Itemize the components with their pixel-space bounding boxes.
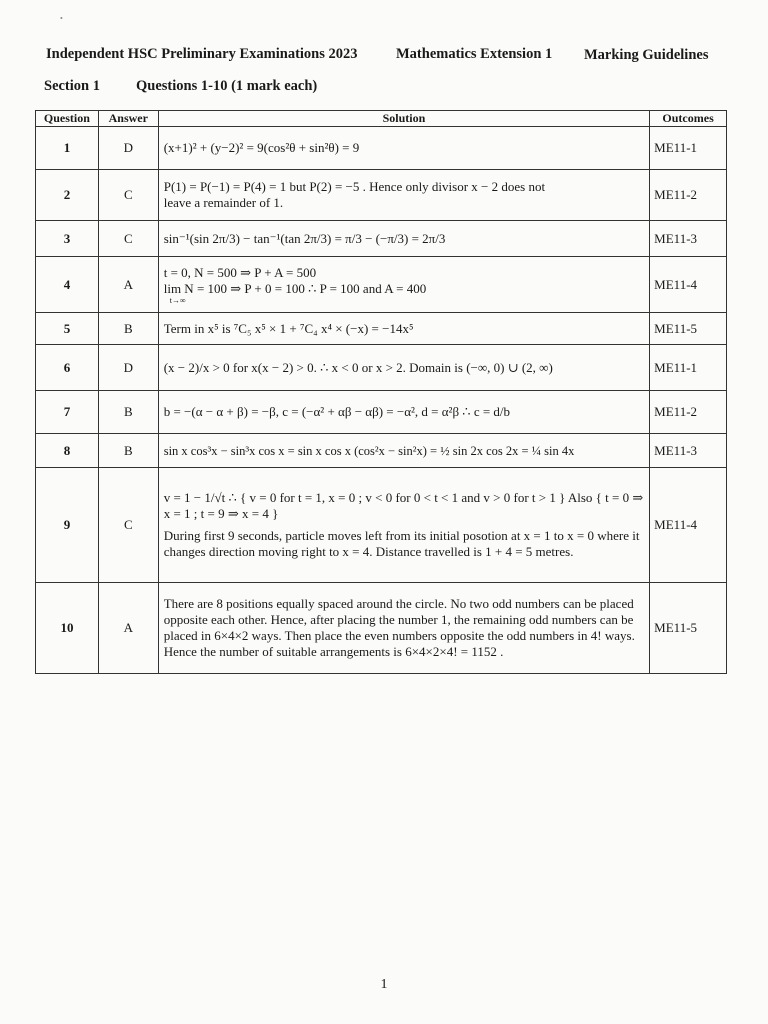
- answer-letter: D: [98, 345, 158, 391]
- answer-letter: C: [98, 221, 158, 257]
- subject-title: Mathematics Extension 1: [396, 46, 553, 62]
- solution-cell: [158, 583, 649, 674]
- outcome-code: ME11-2: [650, 391, 727, 434]
- question-number: 10: [36, 583, 99, 674]
- solution-cell: [158, 391, 649, 434]
- table-row: [36, 468, 727, 583]
- solution-cell: [158, 313, 649, 345]
- question-number: 6: [36, 345, 99, 391]
- answer-letter: D: [98, 127, 158, 170]
- answer-letter: B: [98, 434, 158, 468]
- outcome-code: ME11-4: [650, 468, 727, 583]
- solution-line: P(1) = P(−1) = P(4) = 1 but P(2) = −5 . Hence only divisor x − 2 does not: [163, 179, 546, 194]
- solution-line: (x+1)² + (y−2)² = 9(cos²θ + sin²θ) = 9: [163, 140, 360, 155]
- solution-cell: [158, 345, 649, 391]
- solution-line: v = 1 − 1/√t ∴ { v = 0 for t = 1, x = 0 ; v < 0 for 0 < t < 1 and v > 0 for t > 1 } Also { t = 0 ⇒ x = 1 ; t = 9 ⇒ x = 4 }: [163, 490, 644, 521]
- solution-line: There are 8 positions equally spaced around the circle. No two odd numbers can be placed opposite each other. Hence, after placing the number 1, the remaining odd numbers can be placed in 6×4×2 ways. Then place the even numbers opposite the odd numbers in 4! ways. Hence the number of suitable arrangements is 6×4×2×4! = 1152 .: [163, 596, 635, 659]
- outcome-code: ME11-5: [650, 583, 727, 674]
- question-number: 4: [36, 257, 99, 313]
- solution-line: b = −(α − α + β) = −β, c = (−α² + αβ − αβ) = −α², d = α²β ∴ c = d/b: [163, 404, 511, 419]
- question-number: 3: [36, 221, 99, 257]
- table-row: [36, 434, 727, 468]
- table-row: [36, 391, 727, 434]
- question-number: 5: [36, 313, 99, 345]
- exam-title: Independent HSC Preliminary Examinations 2023: [46, 46, 358, 62]
- solution-line: sin⁻¹(sin 2π/3) − tan⁻¹(tan 2π/3) = π/3 − (−π/3) = 2π/3: [163, 230, 446, 246]
- question-number: 9: [36, 468, 99, 583]
- question-number: 1: [36, 127, 99, 170]
- header-answer: Answer: [98, 111, 158, 127]
- solution-line: sin x cos³x − sin³x cos x = sin x cos x (cos²x − sin²x) = ½ sin 2x cos 2x = ¼ sin 4x: [163, 443, 575, 458]
- header-question: Question: [36, 111, 99, 127]
- outcome-code: ME11-5: [650, 313, 727, 345]
- outcome-code: ME11-4: [650, 257, 727, 313]
- outcome-code: ME11-3: [650, 434, 727, 468]
- solution-cell: [158, 221, 649, 257]
- answer-letter: C: [98, 468, 158, 583]
- solution-line: Term in x⁵ is ⁷C₅ x⁵ × 1 + ⁷C₄ x⁴ × (−x) = −14x⁵: [163, 320, 414, 336]
- outcome-code: ME11-1: [650, 127, 727, 170]
- header-solution: Solution: [158, 111, 649, 127]
- table-header-row: [36, 111, 727, 127]
- page-number: 1: [380, 977, 388, 992]
- outcome-code: ME11-2: [650, 170, 727, 221]
- table-row: [36, 170, 727, 221]
- solution-line: During first 9 seconds, particle moves left from its initial posotion at x = 1 to x = 0 where it changes direction moving right to x = 4. Distance travelled is 1 + 4 = 5 metres.: [163, 528, 640, 559]
- header-outcomes: Outcomes: [650, 111, 727, 127]
- answer-letter: A: [98, 257, 158, 313]
- question-number: 8: [36, 434, 99, 468]
- question-number: 2: [36, 170, 99, 221]
- outcome-code: ME11-1: [650, 345, 727, 391]
- table-row: [36, 257, 727, 313]
- solution-line: (x − 2)/x > 0 for x(x − 2) > 0. ∴ x < 0 or x > 2. Domain is (−∞, 0) ∪ (2, ∞): [163, 359, 553, 375]
- scan-speck: •: [60, 14, 63, 23]
- answer-letter: C: [98, 170, 158, 221]
- solution-cell: [158, 434, 649, 468]
- limit-subscript: t→∞: [169, 295, 186, 305]
- question-number: 7: [36, 391, 99, 434]
- table-row: [36, 127, 727, 170]
- solution-line: lim N = 100 ⇒ P + 0 = 100 ∴ P = 100 and A = 400: [163, 280, 427, 296]
- solution-line: leave a remainder of 1.: [163, 195, 284, 210]
- solution-cell: [158, 170, 649, 221]
- answer-letter: A: [98, 583, 158, 674]
- table-row: [36, 313, 727, 345]
- section-label: Section 1: [44, 78, 100, 94]
- table-row: [36, 221, 727, 257]
- section-heading: [44, 78, 318, 95]
- section-description: Questions 1-10 (1 mark each): [136, 78, 318, 94]
- table-row: [36, 345, 727, 391]
- outcome-code: ME11-3: [650, 221, 727, 257]
- answer-letter: B: [98, 313, 158, 345]
- table-row: [36, 583, 727, 674]
- solution-cell: [158, 468, 649, 583]
- solution-cell: [158, 127, 649, 170]
- document-type: Marking Guidelines: [584, 47, 709, 63]
- solution-cell: [158, 257, 649, 313]
- answer-letter: B: [98, 391, 158, 434]
- solution-line: t = 0, N = 500 ⇒ P + A = 500: [163, 264, 317, 280]
- marking-table: [35, 110, 727, 674]
